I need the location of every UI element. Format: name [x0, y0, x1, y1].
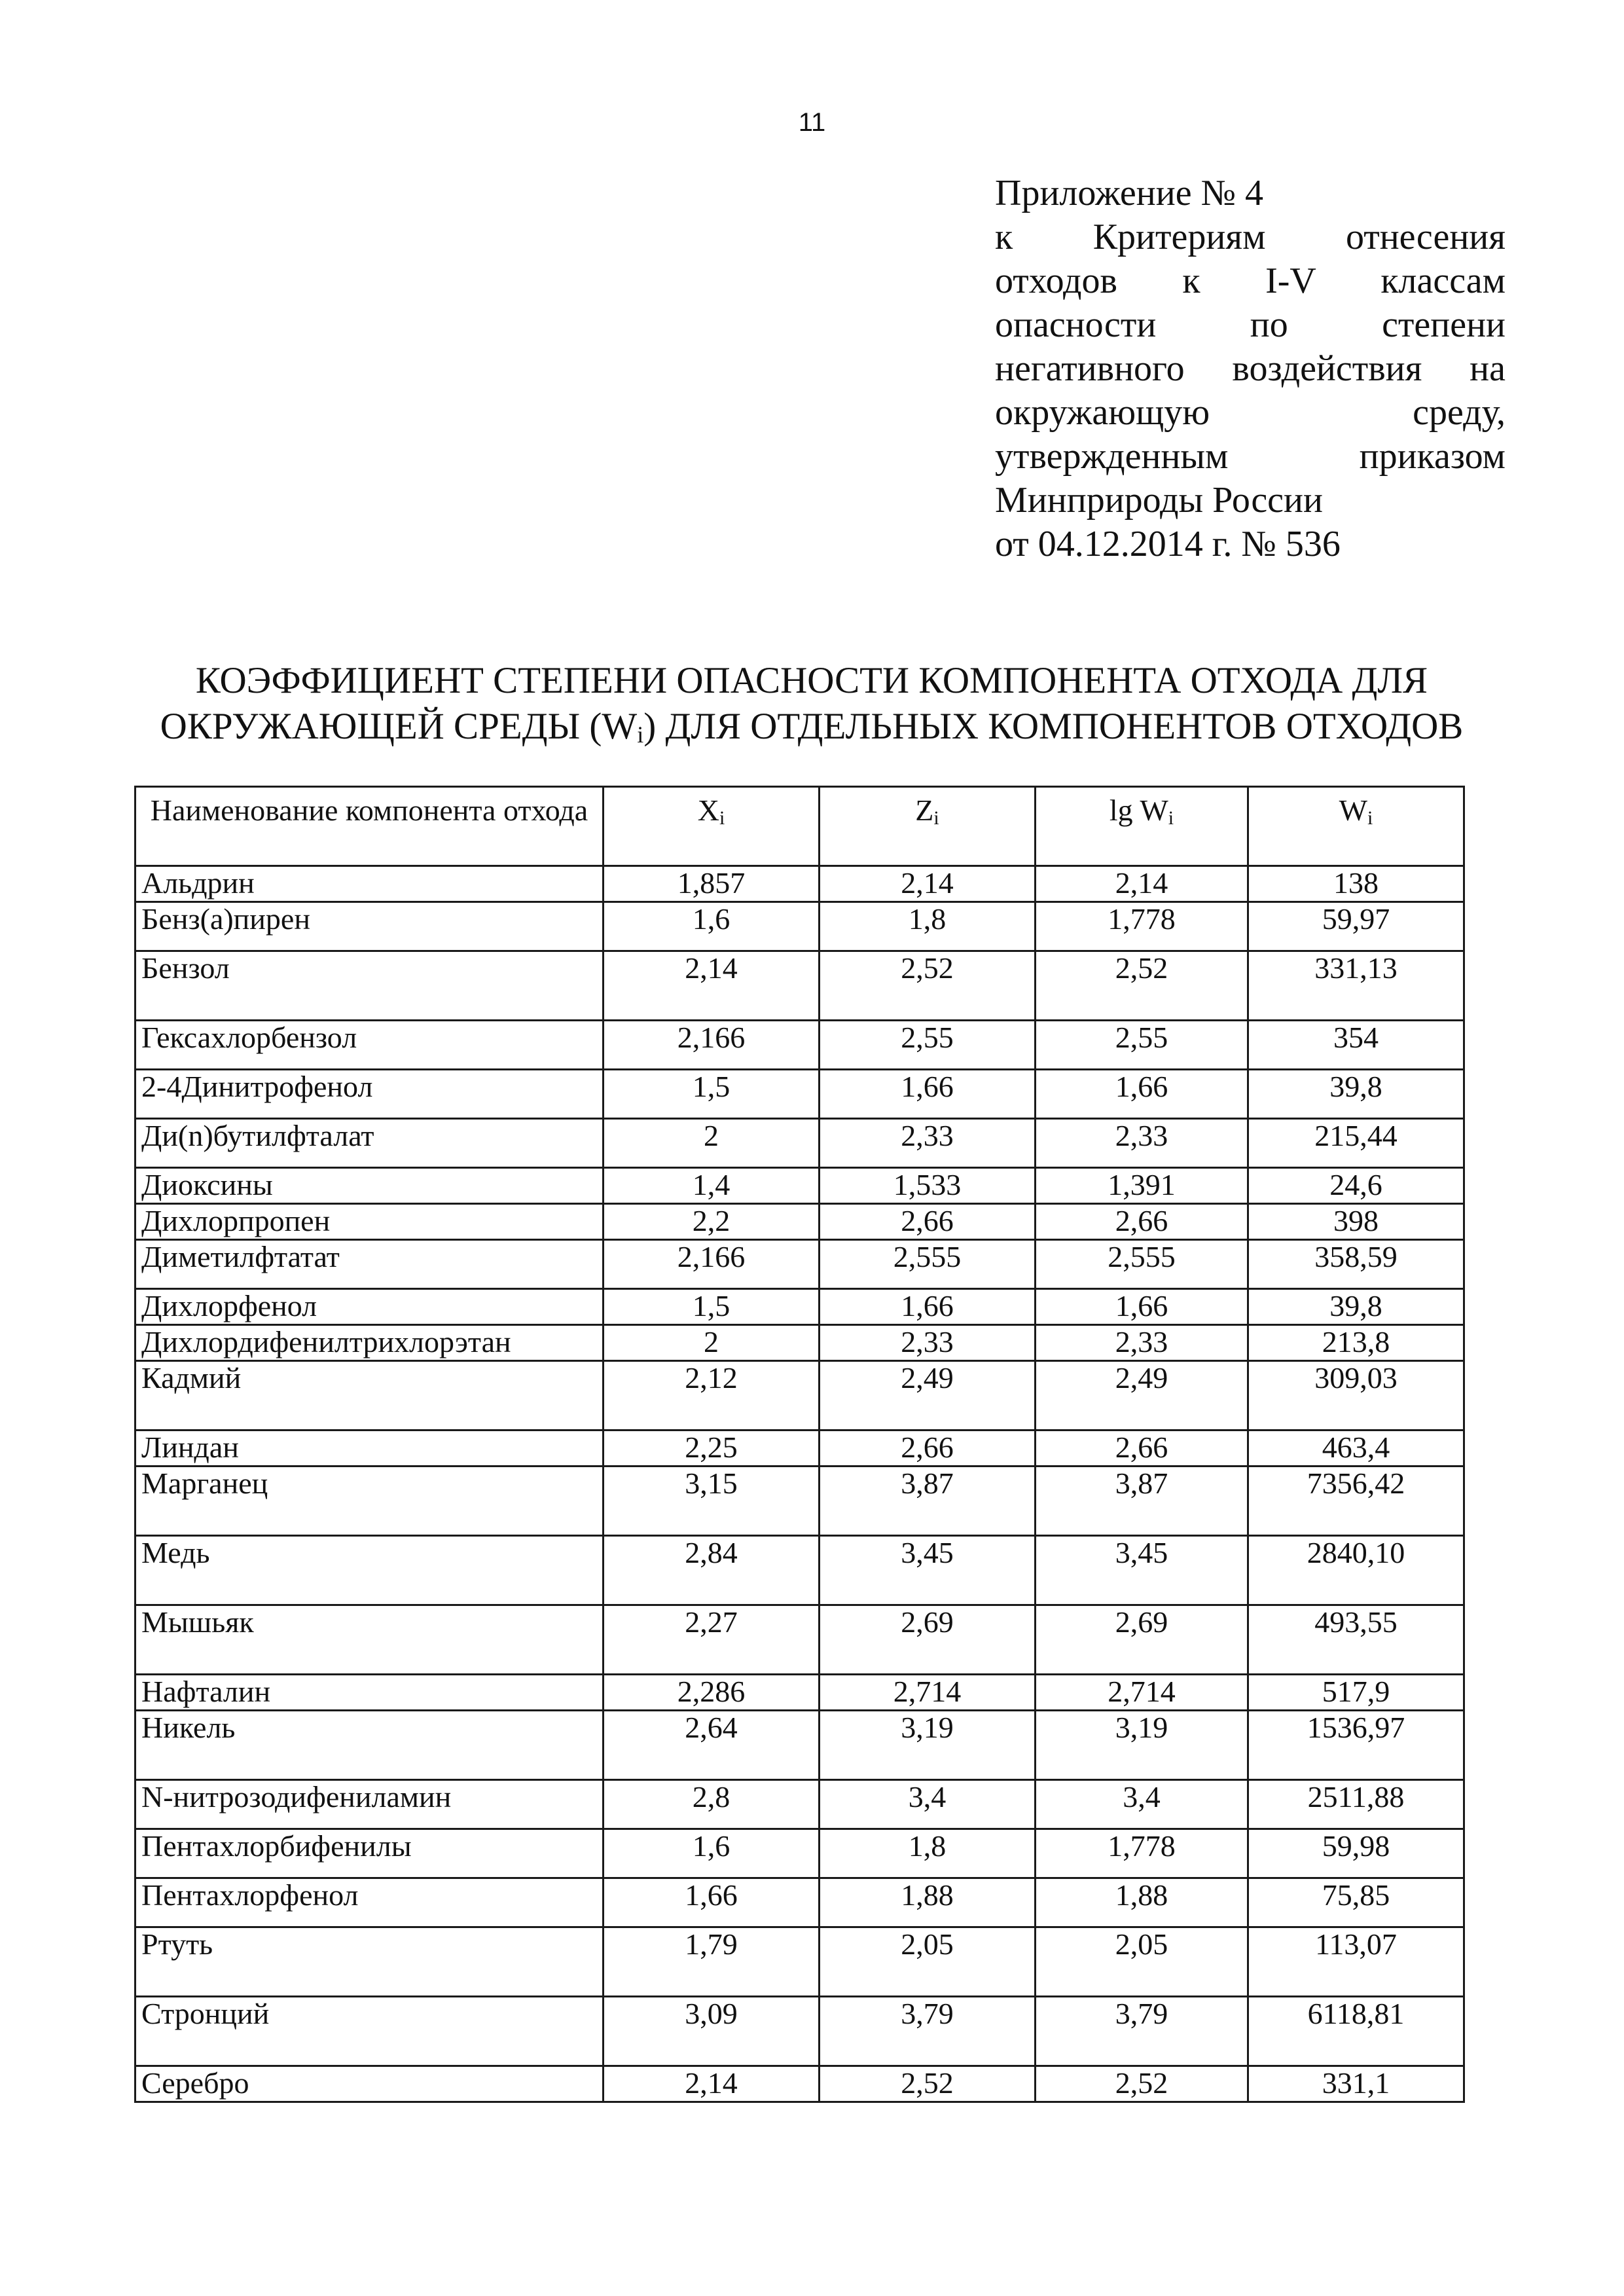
w-value: 493,55: [1248, 1605, 1464, 1675]
x-value: 1,857: [604, 866, 820, 902]
x-value: 1,5: [604, 1070, 820, 1119]
component-name: Дихлорфенол: [135, 1289, 604, 1325]
x-value: 1,66: [604, 1878, 820, 1927]
table-row: [135, 1878, 1464, 1927]
appendix-line: к Критериям отнесения: [995, 217, 1506, 257]
x-value: 2,12: [604, 1361, 820, 1430]
x-value: 1,4: [604, 1168, 820, 1204]
component-name: Линдан: [135, 1430, 604, 1467]
x-value: 1,6: [604, 902, 820, 951]
w-value: 75,85: [1248, 1878, 1464, 1927]
table-row: [135, 902, 1464, 951]
z-value: 2,33: [820, 1119, 1036, 1168]
document-title: [98, 658, 1525, 757]
w-value: 398: [1248, 1204, 1464, 1240]
z-value: 1,533: [820, 1168, 1036, 1204]
table-row: [135, 1927, 1464, 1997]
header-x: $X_i$: [604, 787, 820, 866]
lg-w-value: 2,52: [1036, 951, 1248, 1021]
table-row: [135, 1119, 1464, 1168]
z-value: 2,69: [820, 1605, 1036, 1675]
w-value: 215,44: [1248, 1119, 1464, 1168]
lg-w-value: 1,391: [1036, 1168, 1248, 1204]
table-row: [135, 951, 1464, 1021]
w-value: 354: [1248, 1021, 1464, 1070]
x-value: 1,79: [604, 1927, 820, 1997]
x-value: 2,166: [604, 1021, 820, 1070]
x-value: 2,14: [604, 2066, 820, 2102]
w-value: 59,98: [1248, 1829, 1464, 1878]
table-row: [135, 1829, 1464, 1878]
table-body: [135, 866, 1464, 2102]
w-value: 213,8: [1248, 1325, 1464, 1361]
component-name: Диметилфтатат: [135, 1240, 604, 1289]
z-value: 2,66: [820, 1430, 1036, 1467]
appendix-line: негативного воздействия на: [995, 348, 1506, 389]
z-value: 3,79: [820, 1997, 1036, 2066]
component-name: Ртуть: [135, 1927, 604, 1997]
appendix-line: утвержденным приказом: [995, 436, 1506, 477]
z-value: 1,88: [820, 1878, 1036, 1927]
appendix-title: Приложение № 4: [995, 173, 1263, 213]
lg-w-value: 2,555: [1036, 1240, 1248, 1289]
header-component-name: Наименование компонента отхода: [135, 787, 604, 866]
component-name: Дихлорпропен: [135, 1204, 604, 1240]
component-name: Пентахлорфенол: [135, 1878, 604, 1927]
lg-w-value: 2,66: [1036, 1204, 1248, 1240]
table-row: [135, 1070, 1464, 1119]
table-row: [135, 1204, 1464, 1240]
w-value: 138: [1248, 866, 1464, 902]
component-name: Пентахлорбифенилы: [135, 1829, 604, 1878]
lg-w-value: 1,66: [1036, 1289, 1248, 1325]
lg-w-value: 2,33: [1036, 1119, 1248, 1168]
z-value: 2,714: [820, 1675, 1036, 1711]
component-name: Нафталин: [135, 1675, 604, 1711]
lg-w-value: 2,14: [1036, 866, 1248, 902]
component-name: Серебро: [135, 2066, 604, 2102]
x-value: 2: [604, 1325, 820, 1361]
z-value: 2,555: [820, 1240, 1036, 1289]
w-value: 331,13: [1248, 951, 1464, 1021]
z-value: 3,4: [820, 1780, 1036, 1829]
w-value: 24,6: [1248, 1168, 1464, 1204]
component-name: Никель: [135, 1711, 604, 1780]
lg-w-value: 3,19: [1036, 1711, 1248, 1780]
table-row: [135, 1430, 1464, 1467]
lg-w-value: 2,55: [1036, 1021, 1248, 1070]
z-value: 2,05: [820, 1927, 1036, 1997]
w-value: 2840,10: [1248, 1536, 1464, 1605]
z-value: 3,87: [820, 1467, 1036, 1536]
header-lg-w: $\lg W_i$: [1036, 787, 1248, 866]
lg-w-value: 2,66: [1036, 1430, 1248, 1467]
w-value: 463,4: [1248, 1430, 1464, 1467]
lg-w-value: 2,714: [1036, 1675, 1248, 1711]
component-name: Мышьяк: [135, 1605, 604, 1675]
w-value: 7356,42: [1248, 1467, 1464, 1536]
z-value: 2,33: [820, 1325, 1036, 1361]
x-value: 2,2: [604, 1204, 820, 1240]
w-value: 59,97: [1248, 902, 1464, 951]
table-row: [135, 1289, 1464, 1325]
table-row: [135, 1605, 1464, 1675]
table-row: [135, 1536, 1464, 1605]
lg-w-value: 3,87: [1036, 1467, 1248, 1536]
x-value: 2,25: [604, 1430, 820, 1467]
x-value: 2,64: [604, 1711, 820, 1780]
lg-w-value: 3,45: [1036, 1536, 1248, 1605]
x-value: 2: [604, 1119, 820, 1168]
w-value: 39,8: [1248, 1289, 1464, 1325]
w-value: 331,1: [1248, 2066, 1464, 2102]
lg-w-value: 1,778: [1036, 902, 1248, 951]
z-value: 3,45: [820, 1536, 1036, 1605]
x-value: 3,15: [604, 1467, 820, 1536]
z-value: 1,66: [820, 1289, 1036, 1325]
appendix-reference: [995, 172, 1506, 566]
w-value: 39,8: [1248, 1070, 1464, 1119]
table-row: [135, 2066, 1464, 2102]
lg-w-value: 3,4: [1036, 1780, 1248, 1829]
w-value: 113,07: [1248, 1927, 1464, 1997]
table-row: [135, 866, 1464, 902]
component-name: Марганец: [135, 1467, 604, 1536]
component-name: Ди(n)бутилфталат: [135, 1119, 604, 1168]
header-z: $Z_i$: [820, 787, 1036, 866]
x-value: 2,14: [604, 951, 820, 1021]
z-value: 2,66: [820, 1204, 1036, 1240]
table-row: [135, 1780, 1464, 1829]
title-line-1: КОЭФФИЦИЕНТ СТЕПЕНИ ОПАСНОСТИ КОМПОНЕНТА ОТХОДА ДЛЯ: [195, 660, 1428, 701]
component-name: Альдрин: [135, 866, 604, 902]
z-value: 2,55: [820, 1021, 1036, 1070]
component-name: Бензол: [135, 951, 604, 1021]
component-name: N-нитрозодифениламин: [135, 1780, 604, 1829]
table-row: [135, 1997, 1464, 2066]
appendix-line: отходов к I-V классам: [995, 261, 1506, 301]
appendix-line: Минприроды России: [995, 480, 1323, 520]
lg-w-value: 1,88: [1036, 1878, 1248, 1927]
hazard-coefficient-table: [134, 786, 1465, 2103]
x-value: 2,8: [604, 1780, 820, 1829]
component-name: Бенз(а)пирен: [135, 902, 604, 951]
x-value: 2,166: [604, 1240, 820, 1289]
w-value: 6118,81: [1248, 1997, 1464, 2066]
w-value: 358,59: [1248, 1240, 1464, 1289]
x-value: 1,5: [604, 1289, 820, 1325]
z-value: 1,8: [820, 902, 1036, 951]
lg-w-value: 3,79: [1036, 1997, 1248, 2066]
component-name: Гексахлорбензол: [135, 1021, 604, 1070]
appendix-line: окружающую среду,: [995, 392, 1506, 433]
component-name: Медь: [135, 1536, 604, 1605]
z-value: 3,19: [820, 1711, 1036, 1780]
z-value: 2,52: [820, 951, 1036, 1021]
w-value: 1536,97: [1248, 1711, 1464, 1780]
table-row: [135, 1361, 1464, 1430]
w-value: 517,9: [1248, 1675, 1464, 1711]
lg-w-value: 1,778: [1036, 1829, 1248, 1878]
x-value: 3,09: [604, 1997, 820, 2066]
lg-w-value: 1,66: [1036, 1070, 1248, 1119]
table-row: [135, 1168, 1464, 1204]
table-row: [135, 1325, 1464, 1361]
appendix-date: от 04.12.2014 г. № 536: [995, 524, 1341, 564]
table-row: [135, 1675, 1464, 1711]
lg-w-value: 2,05: [1036, 1927, 1248, 1997]
page-number: 11: [798, 108, 826, 137]
z-value: 2,14: [820, 866, 1036, 902]
z-value: 1,8: [820, 1829, 1036, 1878]
table-row: [135, 1467, 1464, 1536]
lg-w-value: 2,52: [1036, 2066, 1248, 2102]
component-name: Стронций: [135, 1997, 604, 2066]
table-row: [135, 1240, 1464, 1289]
appendix-line: опасности по степени: [995, 304, 1506, 345]
x-value: 1,6: [604, 1829, 820, 1878]
z-value: 2,52: [820, 2066, 1036, 2102]
header-w: $W_i$: [1248, 787, 1464, 866]
title-line-2: ОКРУЖАЮЩЕЙ СРЕДЫ $(W_i)$ ДЛЯ ОТДЕЛЬНЫХ КОМПОНЕНТОВ ОТХОДОВ: [160, 706, 1464, 748]
table-row: [135, 1021, 1464, 1070]
table-header-row: [135, 787, 1464, 866]
component-name: Дихлордифенилтрихлорэтан: [135, 1325, 604, 1361]
z-value: 2,49: [820, 1361, 1036, 1430]
x-value: 2,286: [604, 1675, 820, 1711]
lg-w-value: 2,49: [1036, 1361, 1248, 1430]
component-name: Диоксины: [135, 1168, 604, 1204]
w-value: 2511,88: [1248, 1780, 1464, 1829]
component-name: 2-4Динитрофенол: [135, 1070, 604, 1119]
x-value: 2,27: [604, 1605, 820, 1675]
z-value: 1,66: [820, 1070, 1036, 1119]
component-name: Кадмий: [135, 1361, 604, 1430]
table-row: [135, 1711, 1464, 1780]
lg-w-value: 2,69: [1036, 1605, 1248, 1675]
x-value: 2,84: [604, 1536, 820, 1605]
w-value: 309,03: [1248, 1361, 1464, 1430]
lg-w-value: 2,33: [1036, 1325, 1248, 1361]
